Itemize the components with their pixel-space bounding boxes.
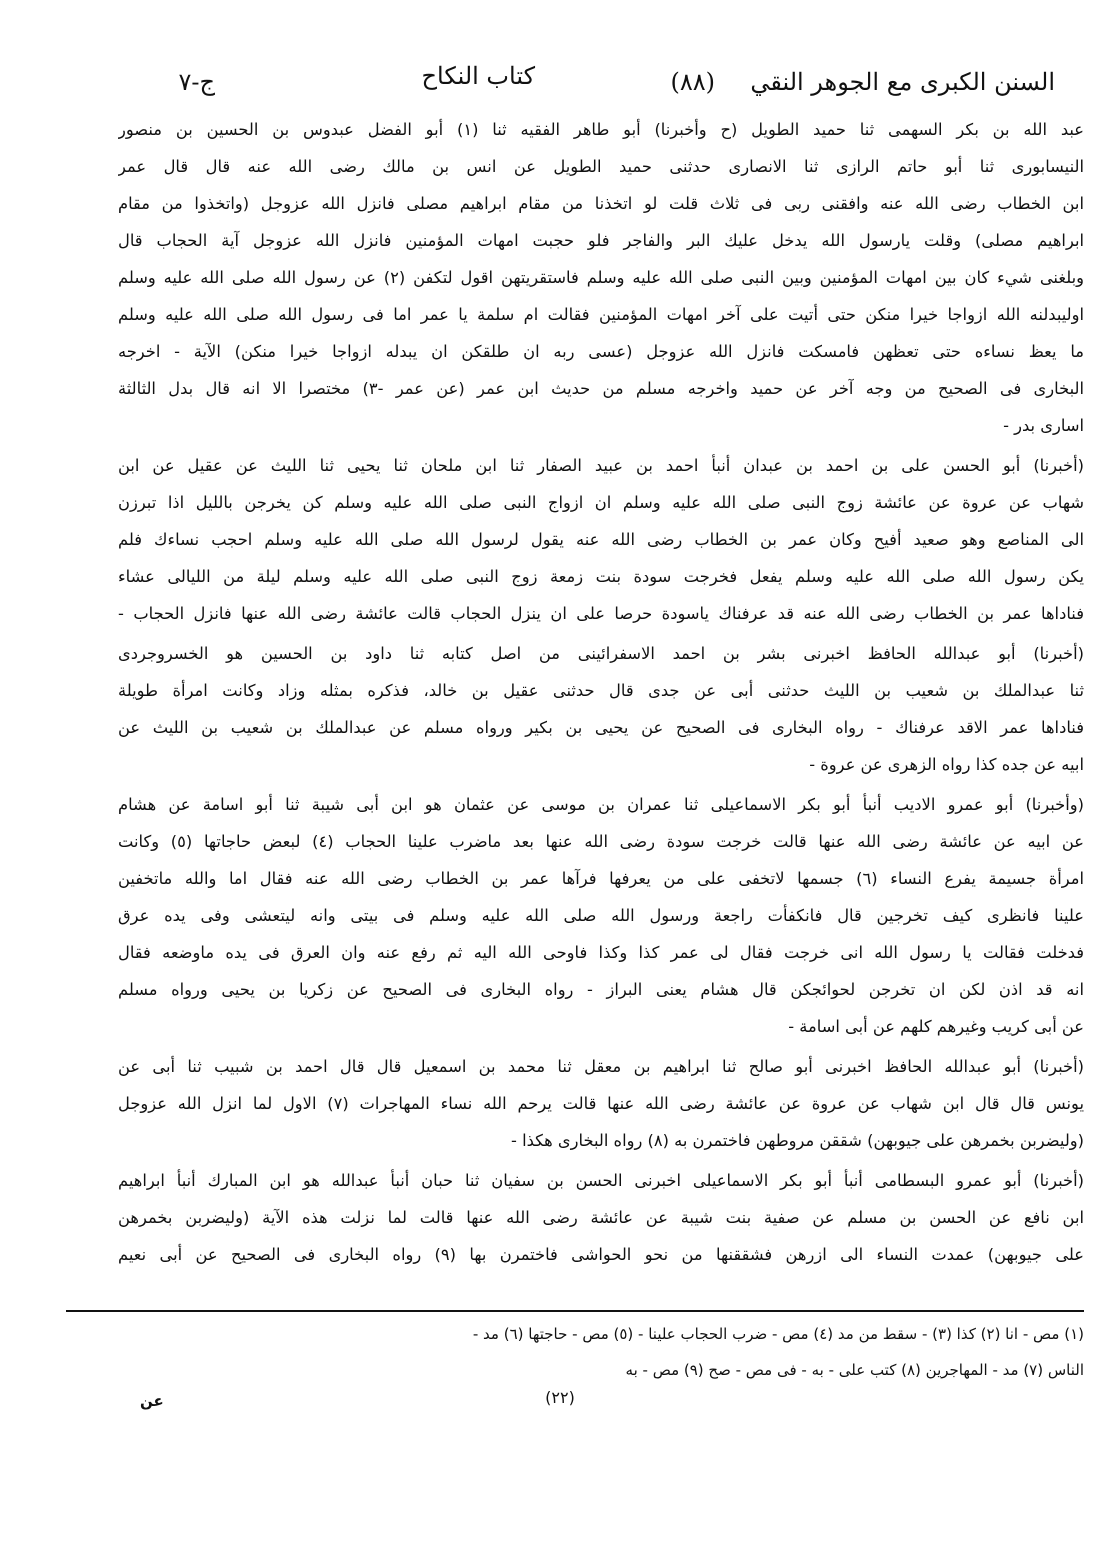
text-line: يكن رسول الله صلى الله عليه وسلم يفعل فخرجت سودة بنت زمعة زوج النبى صلى الله عليه وسلم ليلة من الليالى عشاء [118,567,1084,586]
text-line: البخارى فى الصحيح من وجه آخر عن حميد واخرجه مسلم من حديث ابن عمر (عن عمر -٣) مختصرا الا انه قال بدل الثالثة [118,379,1084,398]
corner-mark: عن [140,1392,164,1410]
text-line: انه قد اذن لكن ان تخرجن لحوائجكن قال هشام يعنى البراز - رواه البخارى فى الصحيح عن زكريا بن يحيى ورواه مسلم [118,980,1084,999]
text-line: ابراهيم مصلى) وقلت يارسول الله يدخل عليك البر والفاجر فلو حجبت امهات المؤمنين فانزل الله عزوجل آية الحجاب قال [118,231,1084,250]
text-line: فناداها عمر الاقد عرفناك - رواه البخارى فى الصحيح عن يحيى بن بكير ورواه مسلم عن عبدالملك بن شعيب بن الليث عن [118,718,1084,737]
footnote-divider [66,1310,1084,1312]
text-line: (أخبرنا) أبو عبدالله الحافظ اخبرنى أبو صالح ثنا ابراهيم بن معقل ثنا محمد بن اسمعيل قال قال احمد بن شبيب ثنا أبى عن [118,1057,1084,1076]
footnote-line: (١) مص - انا (٢) كذا (٣) - سقط من مد (٤) مص - ضرب الحجاب علينا - (٥) مص - حاجتها (٦) مد - [472,1325,1084,1343]
volume-label: ج-٧ [178,68,215,96]
chapter-title: كتاب النكاح [421,62,535,90]
text-line: (أخبرنا) أبو الحسن على بن احمد بن عبدان أنبأ احمد بن عبيد الصفار ثنا ابن ملحان ثنا يحيى ثنا الليث عن عقيل عن ابن [118,456,1084,475]
text-line: النيسابورى ثنا أبو حاتم الرازى ثنا الانصارى حدثنى حميد الطويل عن انس بن مالك رضى الله عنه قال قال عمر [118,157,1084,176]
running-header [150,62,1055,106]
text-line: فدخلت فقالت يا رسول الله انى خرجت فقال لى عمر كذا وكذا فاوحى الله اليه ثم رفع عنه وان العرق فى يده ماوضعه فقال [118,943,1084,962]
footnotes [118,1316,1084,1388]
text-line: وبلغنى شيء كان بين امهات المؤمنين وبين النبى صلى الله عليه وسلم فاستقريتهن اقول لتكفن (٢) عن رسول الله صلى الله عليه وسلم [118,268,1084,287]
text-line: فناداها عمر بن الخطاب رضى الله عنه قد عرفناك ياسودة حرصا على ان ينزل الحجاب قالت عائشة رضى الله عنها فانزل الحجاب - [118,604,1084,623]
footnote-line: الناس (٧) مد - المهاجرين (٨) كتب على - به - فى مص - صح (٩) مص - به [625,1361,1084,1379]
page-number: (٨٨) [670,68,715,96]
text-line: اوليبدلنه الله ازواجا خيرا منكن حتى أتيت على آخر امهات المؤمنين فقالت ام سلمة يا عمر اما فى رسول الله صلى الله عليه وسلم [118,305,1084,324]
text-line: (وليضربن بخمرهن على جيوبهن) شققن مروطهن فاختمرن به (٨) رواه البخارى هكذا - [511,1131,1084,1150]
text-line: الى المناصع وهو صعيد أفيح وكان عمر بن الخطاب رضى الله عنه يقول لرسول الله صلى الله عليه وسلم احجب نساءك فلم [118,530,1084,549]
text-line: ابن نافع عن الحسن بن مسلم عن صفية بنت شيبة عن عائشة رضى الله عنها قالت لما نزلت هذه الآية (وليضربن بخمرهن [118,1208,1084,1227]
text-line: شهاب عن عروة عن عائشة زوج النبى صلى الله عليه وسلم ان ازواج النبى صلى الله عليه وسلم كن يخرجن بالليل اذا تبرزن [118,493,1084,512]
text-line: على جيوبهن) عمدت النساء الى ازرهن فشققنها من نحو الحواشى فاختمرن بها (٩) رواه البخارى فى الصحيح عن أبى نعيم [118,1245,1084,1264]
text-line: ابن الخطاب رضى الله عنه وافقنى ربى فى ثلاث قلت لو اتخذنا من مقام ابراهيم مصلى فانزل الله عزوجل (واتخذوا من مقام [118,194,1084,213]
text-line: علينا فانظرى كيف تخرجين قال فانكفأت راجعة ورسول الله صلى الله عليه وسلم فى بيتى وانه ليتعشى وفى يده عرق [118,906,1084,925]
text-line: يونس قال قال ابن شهاب عن عروة عن عائشة رضى الله عنها قالت يرحم الله نساء المهاجرات (٧) الاول لما انزل الله عزوجل [118,1094,1084,1113]
text-line: اسارى بدر - [1003,416,1084,435]
text-line: ثنا عبدالملك بن شعيب بن الليث حدثنى أبى عن جدى قال حدثنى عقيل بن خالد، فذكره بمثله وزاد وكانت امرأة طويلة [118,681,1084,700]
text-line: عن أبى كريب وغيرهم كلهم عن أبى اسامة - [788,1017,1084,1036]
text-line: عن ابيه عن عائشة رضى الله عنها قالت خرجت سودة رضى الله عنها بعد ماضرب علينا الحجاب (٤) لبعض حاجاتها (٥) وكانت [118,832,1084,851]
text-line: ما يعظ نساءه حتى تعظهن فامسكت فانزل الله عزوجل (عسى ربه ان طلقكن ان يبدله ازواجا خيرا منكن) الآية - اخرجه [118,342,1084,361]
text-line: (أخبرنا) أبو عمرو البسطامى أنبأ أبو بكر الاسماعيلى اخبرنى الحسن بن سفيان ثنا حبان أنبأ عبدالله هو ابن المبارك أنبأ ابراهيم [118,1171,1084,1190]
text-line: عبد الله بن بكر السهمى ثنا حميد الطويل (ح وأخبرنا) أبو طاهر الفقيه ثنا (١) أبو الفضل عبدوس بن الحسين بن منصور [118,120,1084,139]
text-line: (وأخبرنا) أبو عمرو الاديب أنبأ أبو بكر الاسماعيلى ثنا عمران بن موسى عن عثمان هو ابن أبى شيبة ثنا أبو اسامة عن هشام [118,795,1084,814]
main-text [118,111,1084,1273]
bottom-page-marker: (٢٢) [545,1388,575,1407]
book-title: السنن الكبرى مع الجوهر النقي [750,68,1055,96]
text-line: (أخبرنا) أبو عبدالله الحافظ اخبرنى بشر بن احمد الاسفرائينى من اصل كتابه ثنا داود بن الحسين هو الخسروجردى [118,644,1084,663]
text-line: ابيه عن جده كذا رواه الزهرى عن عروة - [809,755,1084,774]
text-line: امرأة جسيمة يفرع النساء (٦) جسمها لاتخفى على من يعرفها فرآها عمر بن الخطاب رضى الله عنه فقال اما والله ماتخفين [118,869,1084,888]
